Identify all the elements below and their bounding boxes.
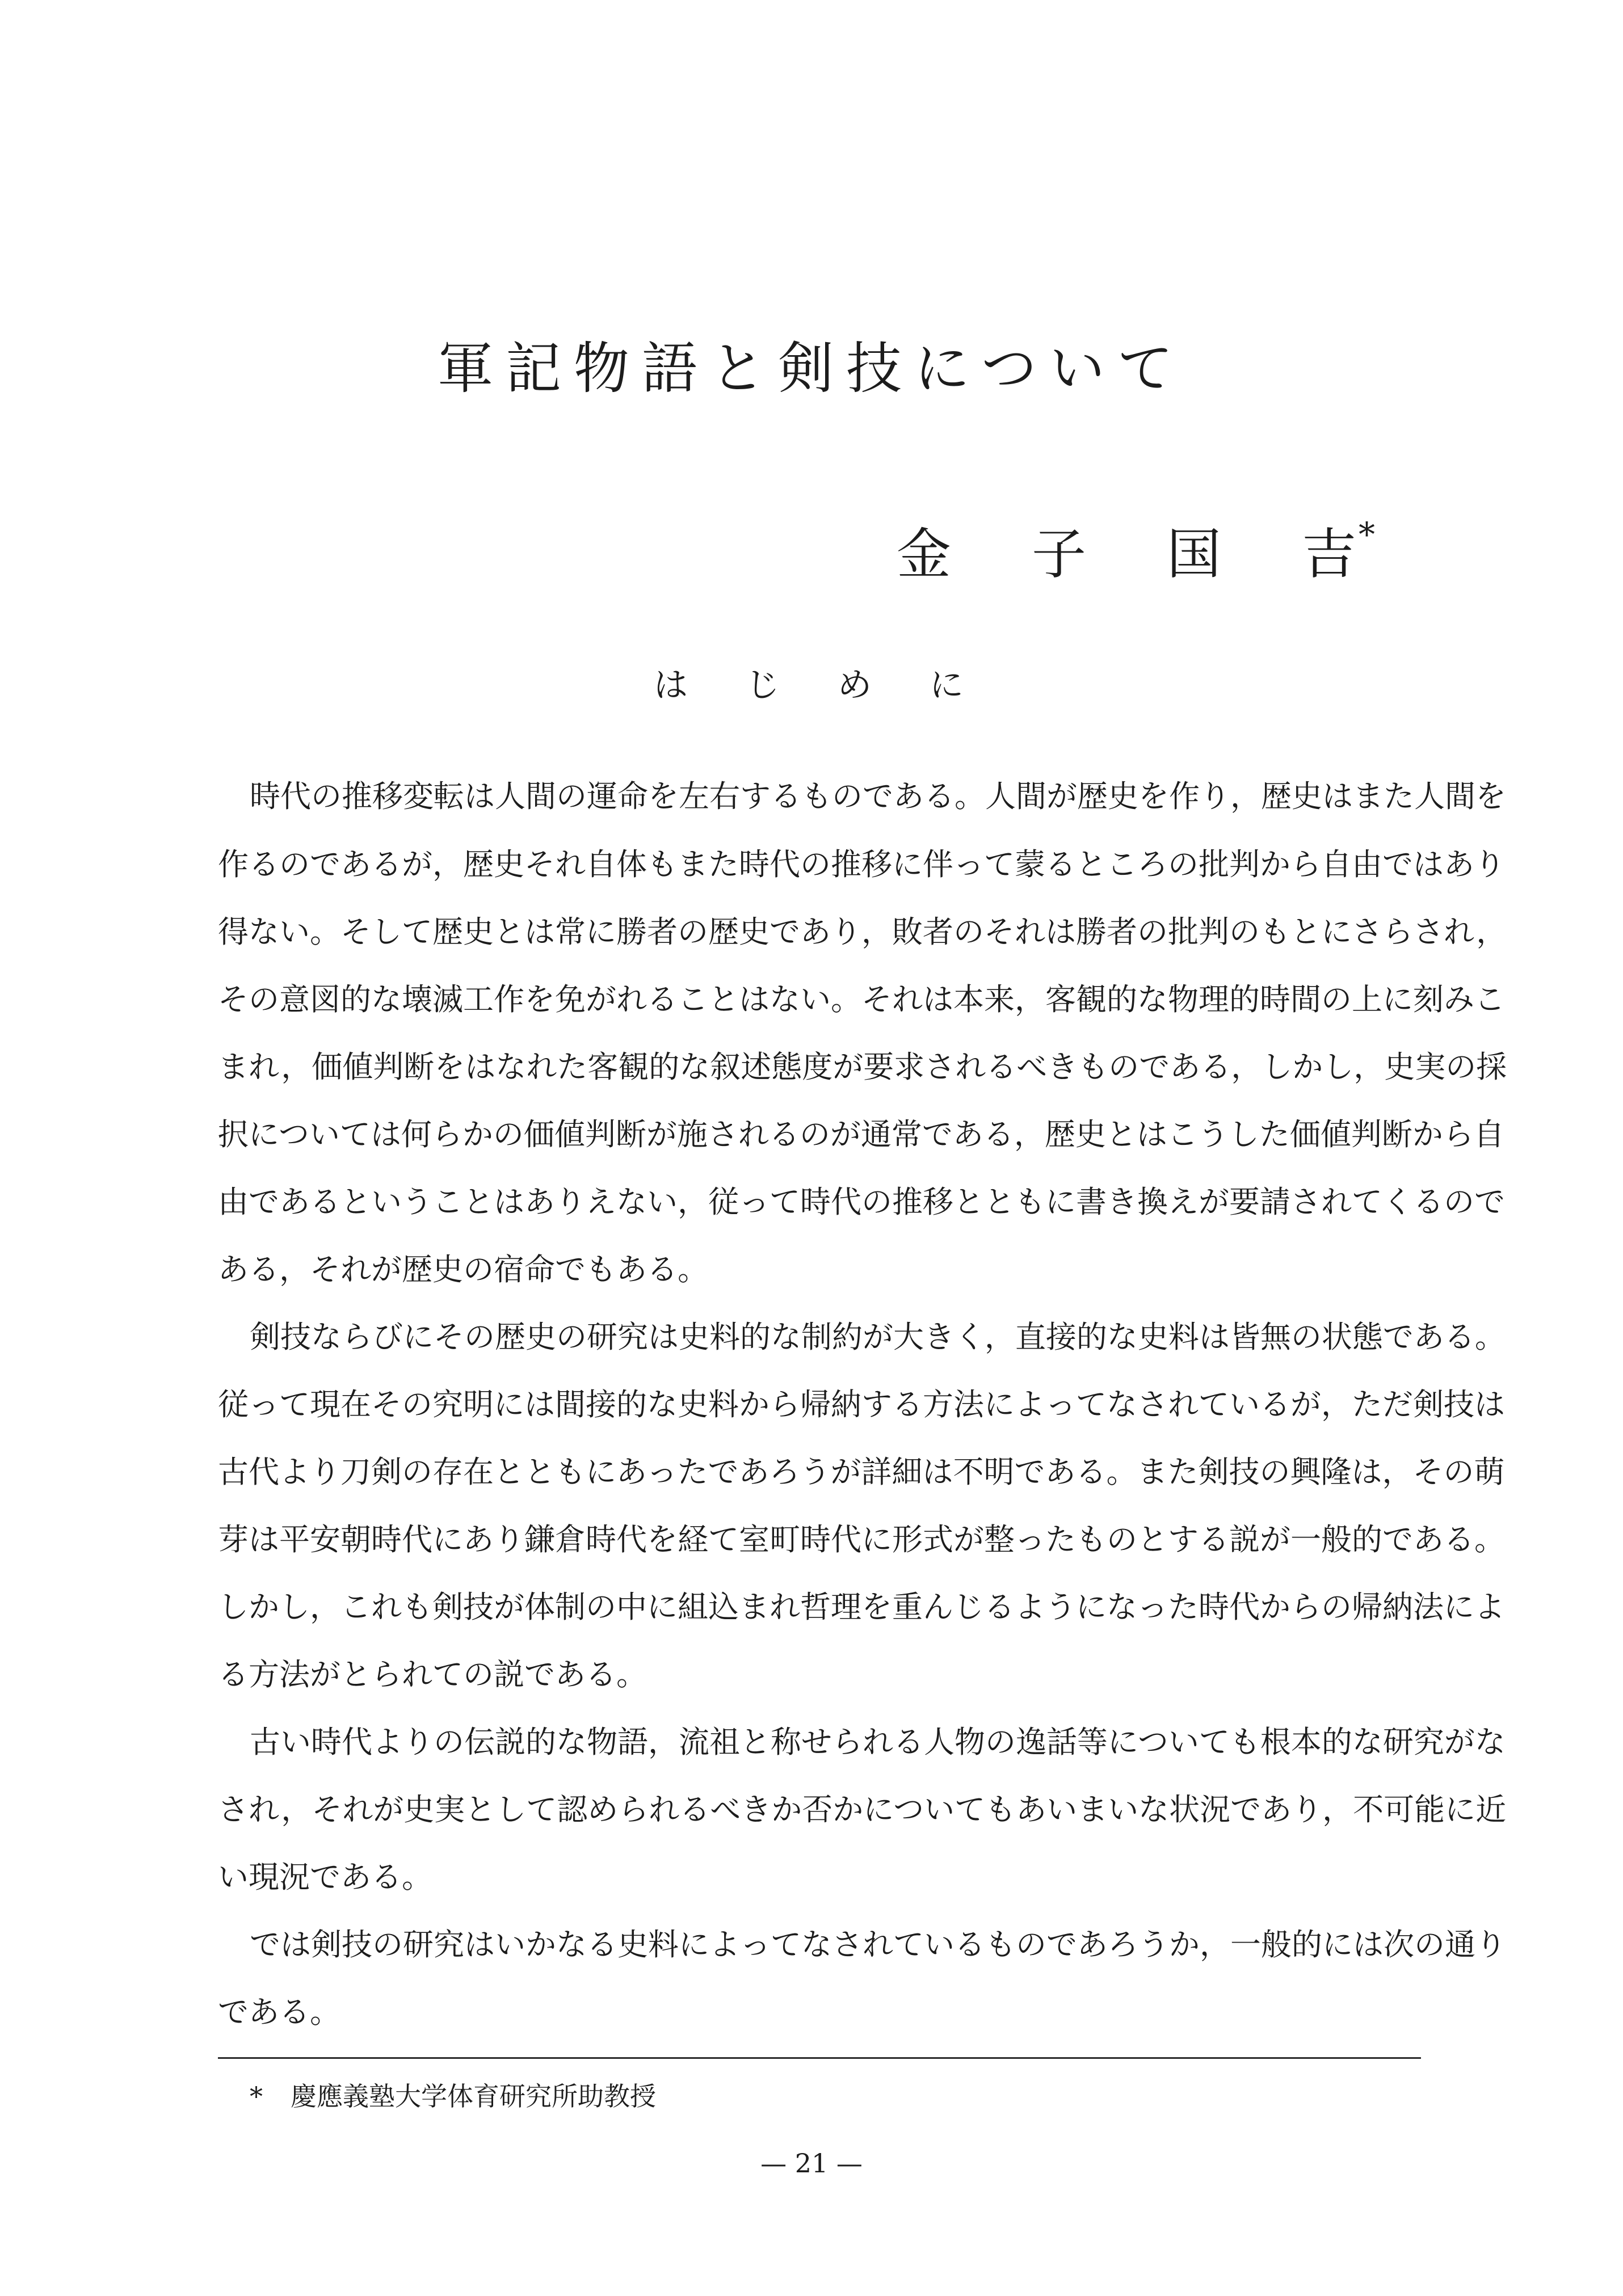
body-line: 択については何らかの価値判断が施されるのが通常である，歴史とはこうした価値判断から自 (218, 1117, 1504, 1152)
article-title: 軍記物語と剣技について (437, 336, 1186, 401)
page-number: — 21 — (760, 2148, 863, 2179)
body-line: では剣技の研究はいかなる史料によってなされているものであろうか，一般的には次の通り (250, 1927, 1506, 1962)
section-heading-char: じ (746, 665, 780, 705)
body-line: され，それが史実として認められるべきか否かについてもあいまいな状況であり，不可能に近 (218, 1792, 1507, 1827)
author-char: 吉 (1302, 523, 1356, 586)
body-line: い現況である。 (218, 1859, 432, 1895)
body-line: 古い時代よりの伝説的な物語，流祖と称せられる人物の逸話等についても根本的な研究がな (250, 1724, 1506, 1760)
body-line: 得ない。そして歴史とは常に勝者の歴史であり，敗者のそれは勝者の批判のもとにさらされ， (218, 914, 1507, 950)
body-line: る方法がとられての説である。 (218, 1657, 647, 1692)
body-line: 芽は平安朝時代にあり鎌倉時代を経て室町時代に形式が整ったものとする説が一般的である。 (218, 1522, 1505, 1557)
body-line: 時代の推移変転は人間の運命を左右するものである。人間が歴史を作り，歴史はまた人間を (250, 778, 1506, 814)
body-line: である。 (218, 1994, 340, 2030)
body-line: 剣技ならびにその歴史の研究は史料的な制約が大きく，直接的な史料は皆無の状態である。 (250, 1319, 1506, 1355)
author-char: 国 (1167, 523, 1221, 586)
body-line: ある，それが歴史の宿命でもある。 (218, 1252, 708, 1287)
body-line: まれ，価値判断をはなれた客観的な叙述態度が要求されるべきものである，しかし，史実の採 (218, 1049, 1507, 1085)
author-char: 金 (897, 523, 951, 586)
body-line: その意図的な壊滅工作を免がれることはない。それは本来，客観的な物理的時間の上に刻みこ (218, 981, 1505, 1017)
footnote-mark: * (250, 2081, 263, 2112)
section-heading-char: に (930, 665, 964, 705)
footnote-text: 慶應義塾大学体育研究所助教授 (291, 2081, 656, 2112)
body-line: 由であるということはありえない，従って時代の推移とともに書き換えが要請されてくるので (218, 1184, 1505, 1220)
author-name (897, 500, 1375, 588)
body-line: 作るのであるが，歴史それ自体もまた時代の推移に伴って蒙るところの批判から自由ではあり (218, 846, 1505, 882)
footnote-divider (218, 2057, 1421, 2059)
body-line: しかし，これも剣技が体制の中に組込まれ哲理を重んじるようになった時代からの帰納法によ (218, 1589, 1505, 1625)
author-char: 子 (1032, 523, 1086, 586)
body-line: 古代より刀剣の存在とともにあったであろうが詳細は不明である。また剣技の興隆は，その萌 (218, 1454, 1505, 1490)
body-line: 従って現在その究明には間接的な史料から帰納する方法によってなされているが，ただ剣技は (218, 1387, 1505, 1422)
section-heading-char: は (654, 665, 688, 705)
section-heading (654, 663, 1021, 708)
author-footnote-mark: * (1359, 515, 1375, 554)
section-heading-char: め (838, 665, 872, 705)
footnote (250, 2076, 656, 2116)
